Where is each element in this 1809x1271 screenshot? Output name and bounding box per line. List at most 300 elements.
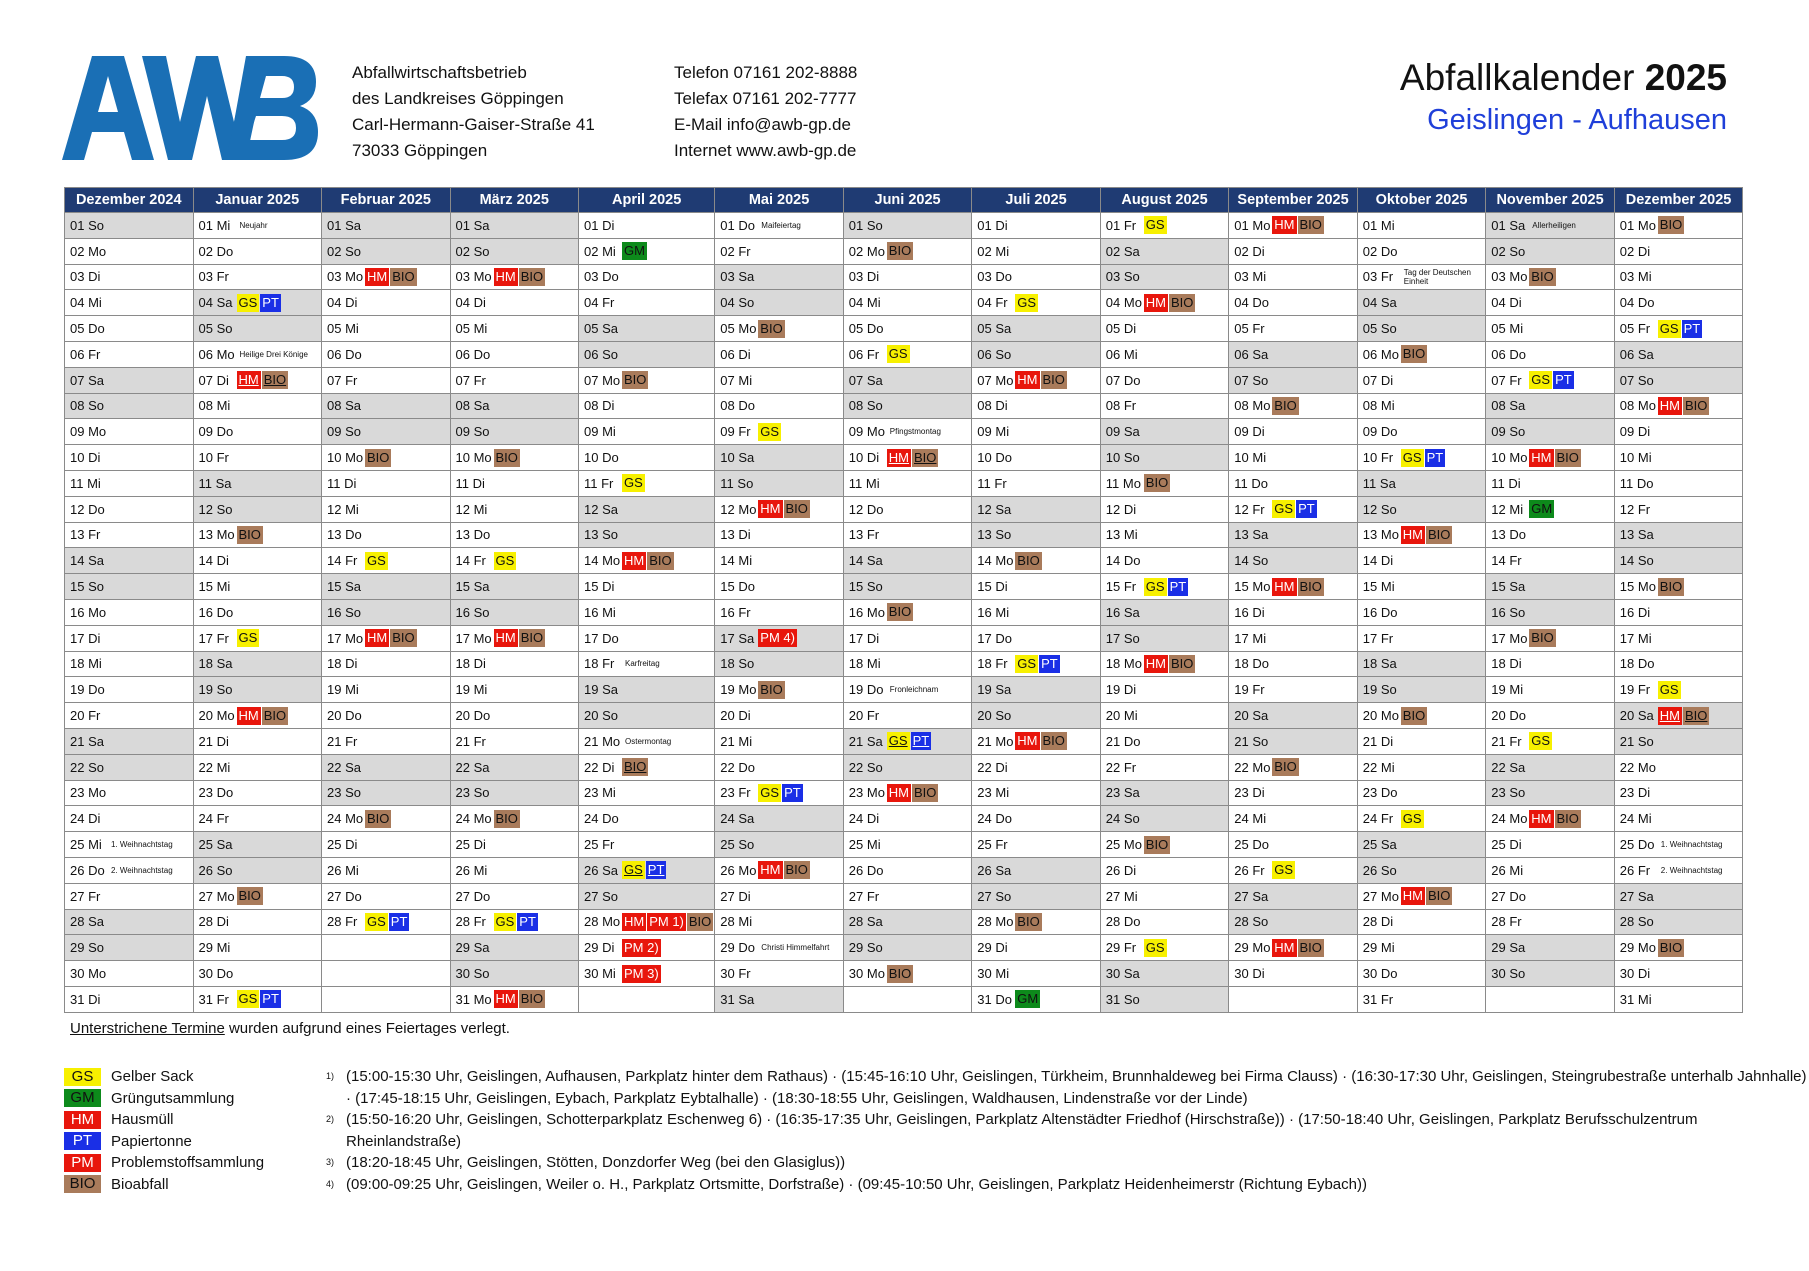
- day-cell: [193, 986, 322, 1012]
- note-text: (09:00-09:25 Uhr, Geislingen, Weiler o. H., Parkplatz Ortsmitte, Dorfstraße) · (09:45-10:50 Uhr, Geislingen, Parkplatz Heidenheimerstr (Richtung Eybach)): [346, 1175, 1367, 1193]
- day-label: 28 Sa: [848, 914, 883, 930]
- day-cell: [579, 367, 715, 393]
- day-label: 12 Fr: [1619, 501, 1651, 517]
- month-header-row: [65, 188, 1743, 213]
- holiday-note: Neujahr: [239, 220, 268, 230]
- day-label: 21 Fr: [455, 733, 486, 749]
- bio-badge: BIO: [520, 991, 544, 1007]
- day-cell: [1357, 625, 1486, 651]
- day-label: 20 Sa: [1234, 708, 1269, 724]
- day-label: 19 Di: [1105, 682, 1137, 698]
- day-cell: [1100, 986, 1229, 1012]
- day-cell: [1357, 599, 1486, 625]
- day-cell: [972, 909, 1101, 935]
- bio-badge: BIO: [1171, 655, 1194, 671]
- day-label: 26 Mi: [455, 862, 488, 878]
- day-cell: [1614, 935, 1743, 961]
- day-cell: [193, 548, 322, 574]
- pt-badge: PT: [262, 294, 279, 310]
- day-label: 07 Sa: [70, 372, 104, 388]
- day-row: [65, 677, 1743, 703]
- day-row: [65, 961, 1743, 987]
- day-label: 27 Mo: [1362, 888, 1399, 904]
- day-label: 13 So: [584, 527, 618, 543]
- day-row: [65, 754, 1743, 780]
- day-cell: [1614, 393, 1743, 419]
- day-label: 22 Sa: [455, 759, 490, 775]
- hm-badge: HM: [1402, 888, 1424, 904]
- empty-cell: [322, 935, 451, 961]
- hm-badge: HM: [367, 630, 388, 646]
- day-label: 14 Fr: [455, 553, 486, 569]
- day-cell: [972, 496, 1101, 522]
- day-label: 17 Do: [584, 630, 619, 646]
- day-cell: [1357, 445, 1486, 471]
- month-header: September 2025: [1229, 188, 1358, 213]
- day-label: 22 Mi: [198, 759, 231, 775]
- day-label: 23 Do: [1362, 785, 1398, 801]
- day-label: 13 Sa: [1234, 527, 1269, 543]
- day-cell: [322, 213, 451, 239]
- day-cell: [1486, 703, 1615, 729]
- day-cell: [322, 341, 451, 367]
- day-cell: [1229, 961, 1358, 987]
- day-cell: [579, 625, 715, 651]
- day-label: 22 Do: [720, 759, 755, 775]
- day-label: 31 Mi: [1619, 991, 1652, 1007]
- day-cell: [1357, 780, 1486, 806]
- day-row: [65, 470, 1743, 496]
- day-label: 05 So: [1362, 321, 1397, 337]
- empty-cell: [1486, 986, 1615, 1012]
- empty-cell: [1229, 986, 1358, 1012]
- day-label: 17 Di: [70, 630, 101, 646]
- day-cell: [1100, 961, 1229, 987]
- day-cell: [1357, 470, 1486, 496]
- day-cell: [972, 625, 1101, 651]
- bio-badge: BIO: [1299, 217, 1322, 233]
- day-cell: [1229, 883, 1358, 909]
- day-label: 01 Mo: [1234, 217, 1271, 233]
- day-label: 13 Sa: [1619, 527, 1654, 543]
- header: [0, 0, 1809, 180]
- day-label: 24 Mi: [1619, 811, 1652, 827]
- day-cell: [972, 341, 1101, 367]
- day-cell: [65, 264, 194, 290]
- day-cell: [322, 599, 451, 625]
- day-cell: [1486, 832, 1615, 858]
- day-label: 26 Sa: [584, 862, 618, 878]
- day-cell: [193, 754, 322, 780]
- day-label: 17 So: [1105, 630, 1140, 646]
- day-cell: [450, 677, 579, 703]
- day-cell: [579, 677, 715, 703]
- day-cell: [322, 677, 451, 703]
- day-row: [65, 832, 1743, 858]
- pm-note-line: [326, 1088, 1809, 1110]
- day-label: 21 Sa: [848, 733, 883, 749]
- day-cell: [1229, 651, 1358, 677]
- day-cell: [450, 367, 579, 393]
- day-label: 21 So: [1234, 733, 1269, 749]
- day-cell: [715, 290, 844, 316]
- hm-badge: HM: [1017, 733, 1038, 749]
- day-row: [65, 780, 1743, 806]
- day-cell: [972, 419, 1101, 445]
- day-cell: [65, 754, 194, 780]
- day-cell: [972, 754, 1101, 780]
- day-label: 28 Mo: [584, 914, 621, 930]
- day-cell: [843, 961, 972, 987]
- pt-badge: PT: [1169, 578, 1187, 594]
- day-cell: [843, 832, 972, 858]
- day-cell: [579, 393, 715, 419]
- day-cell: [1100, 419, 1229, 445]
- day-label: 14 So: [1234, 553, 1269, 569]
- day-cell: [1357, 961, 1486, 987]
- bio-badge: BIO: [649, 552, 672, 568]
- day-cell: [322, 703, 451, 729]
- day-row: [65, 625, 1743, 651]
- gs-badge: GS: [1145, 939, 1165, 955]
- day-label: 27 So: [977, 888, 1012, 904]
- day-cell: [193, 806, 322, 832]
- day-label: 18 Mi: [70, 656, 102, 672]
- pt-badge: PT: [1555, 372, 1572, 388]
- day-label: 18 So: [720, 656, 755, 672]
- day-cell: [1486, 857, 1615, 883]
- pt-badge: PT: [784, 784, 801, 800]
- day-label: 10 Mo: [1491, 450, 1528, 466]
- day-cell: [450, 651, 579, 677]
- day-cell: [579, 780, 715, 806]
- day-label: 03 Sa: [720, 269, 755, 285]
- day-label: 19 Fr: [1619, 682, 1651, 698]
- day-label: 03 So: [1105, 269, 1140, 285]
- pm-note-line: [326, 1174, 1809, 1196]
- day-label: 09 So: [327, 424, 361, 440]
- day-label: 21 Mi: [720, 733, 753, 749]
- legend-label: Papiertonne: [111, 1132, 192, 1150]
- day-cell: [1100, 522, 1229, 548]
- day-label: 03 Mi: [1619, 269, 1652, 285]
- hm-badge: HM: [1274, 217, 1295, 233]
- day-label: 22 So: [848, 759, 883, 775]
- day-label: 10 Do: [584, 450, 619, 466]
- day-cell: [715, 470, 844, 496]
- gs-badge: GS: [1659, 681, 1679, 697]
- day-cell: [972, 548, 1101, 574]
- title-year: 2025: [1644, 57, 1727, 98]
- day-label: 22 Fr: [1105, 759, 1137, 775]
- day-cell: [579, 651, 715, 677]
- day-cell: [322, 522, 451, 548]
- day-cell: [579, 754, 715, 780]
- day-label: 30 Fr: [720, 966, 751, 981]
- day-label: 02 Mi: [977, 243, 1010, 259]
- day-label: 09 Fr: [720, 424, 751, 440]
- day-label: 24 So: [1105, 811, 1140, 827]
- day-label: 25 Mo: [1105, 837, 1142, 853]
- day-label: 01 Fr: [1105, 217, 1137, 233]
- day-label: 07 Mo: [977, 372, 1014, 388]
- day-cell: [65, 806, 194, 832]
- day-cell: [65, 883, 194, 909]
- day-row: [65, 393, 1743, 419]
- day-row: [65, 213, 1743, 239]
- bio-badge: BIO: [1659, 217, 1683, 233]
- bio-badge: BIO: [392, 630, 415, 646]
- day-cell: [715, 754, 844, 780]
- day-label: 16 Mo: [848, 604, 885, 620]
- day-cell: [715, 909, 844, 935]
- day-label: 20 Do: [327, 708, 362, 724]
- day-label: 21 Fr: [1491, 733, 1522, 749]
- day-cell: [1229, 238, 1358, 264]
- day-label: 09 Do: [198, 424, 234, 440]
- day-cell: [450, 341, 579, 367]
- day-label: 24 Do: [584, 811, 619, 827]
- gs-badge: GS: [238, 294, 258, 310]
- day-label: 27 Do: [1491, 888, 1526, 904]
- day-cell: [193, 780, 322, 806]
- day-cell: [1357, 264, 1486, 290]
- day-label: 19 Mi: [327, 682, 359, 698]
- day-label: 25 Sa: [1362, 837, 1397, 853]
- day-label: 20 Mo: [198, 708, 235, 724]
- day-cell: [322, 470, 451, 496]
- day-label: 17 Mo: [455, 630, 492, 646]
- day-label: 17 Fr: [1362, 630, 1394, 646]
- day-label: 23 Di: [1234, 785, 1265, 801]
- day-cell: [1486, 522, 1615, 548]
- day-label: 05 Mo: [720, 321, 757, 337]
- day-label: 19 Mi: [1491, 682, 1524, 698]
- note-mark: 2): [326, 1114, 335, 1124]
- title-text: Abfallkalender: [1399, 57, 1645, 98]
- day-label: 13 Fr: [848, 527, 880, 543]
- day-label: 15 Sa: [455, 579, 490, 595]
- bio-badge: BIO: [263, 707, 287, 723]
- day-cell: [972, 599, 1101, 625]
- day-cell: [193, 703, 322, 729]
- day-cell: [972, 522, 1101, 548]
- day-cell: [65, 703, 194, 729]
- day-cell: [715, 986, 844, 1012]
- gs-badge: GS: [888, 346, 908, 362]
- day-cell: [1614, 780, 1743, 806]
- day-label: 17 Di: [848, 630, 880, 646]
- day-label: 30 So: [1491, 966, 1526, 981]
- day-cell: [579, 316, 715, 342]
- legend-label: Hausmüll: [111, 1111, 174, 1129]
- day-label: 17 Sa: [720, 630, 755, 646]
- day-cell: [65, 522, 194, 548]
- day-label: 13 Di: [720, 527, 751, 543]
- day-label: 24 Di: [848, 811, 880, 827]
- day-label: 14 Fr: [1491, 553, 1522, 569]
- day-cell: [1100, 548, 1229, 574]
- gs-badge: GS: [1017, 294, 1037, 310]
- day-label: 30 Mi: [977, 966, 1010, 981]
- day-cell: [450, 574, 579, 600]
- day-label: 04 Sa: [198, 295, 233, 311]
- day-label: 05 Sa: [584, 321, 618, 337]
- day-cell: [579, 728, 715, 754]
- bio-badge: BIO: [1042, 372, 1065, 388]
- day-label: 09 Sa: [1105, 424, 1140, 440]
- day-label: 28 Do: [1105, 914, 1141, 930]
- day-label: 22 Sa: [327, 759, 361, 775]
- legend-item: [64, 1152, 264, 1174]
- day-label: 12 Do: [848, 501, 884, 517]
- legend-item: [64, 1088, 264, 1110]
- day-label: 31 Di: [70, 991, 101, 1007]
- day-label: 07 Di: [198, 372, 229, 388]
- day-label: 24 Mi: [1234, 811, 1267, 827]
- day-label: 16 Mi: [977, 604, 1010, 620]
- bio-badge: BIO: [688, 913, 712, 929]
- day-label: 04 Mo: [1105, 295, 1142, 311]
- day-cell: [450, 961, 579, 987]
- day-label: 21 Fr: [327, 733, 358, 749]
- day-cell: [322, 548, 451, 574]
- day-label: 26 Do: [848, 862, 884, 878]
- moved-dates-footnote: [70, 1020, 510, 1037]
- day-label: 30 Di: [1234, 966, 1265, 981]
- empty-cell: [843, 986, 972, 1012]
- day-label: 29 Sa: [455, 940, 490, 956]
- day-cell: [715, 961, 844, 987]
- pt-badge: PT: [390, 913, 408, 929]
- pm-notes: [326, 1066, 1809, 1195]
- day-cell: [1229, 780, 1358, 806]
- day-cell: [322, 316, 451, 342]
- day-label: 21 Mo: [977, 733, 1014, 749]
- day-cell: [1614, 548, 1743, 574]
- day-label: 31 Sa: [720, 991, 755, 1007]
- day-label: 26 Sa: [977, 862, 1012, 878]
- day-cell: [450, 806, 579, 832]
- day-cell: [1486, 806, 1615, 832]
- day-cell: [1486, 470, 1615, 496]
- day-cell: [1100, 728, 1229, 754]
- day-label: 10 Mi: [1234, 450, 1267, 466]
- day-cell: [1229, 677, 1358, 703]
- day-label: 10 So: [1105, 450, 1140, 466]
- bio-badge: BIO: [1299, 578, 1322, 594]
- pm-badge: PM 1): [649, 913, 684, 929]
- day-cell: [193, 857, 322, 883]
- day-label: 09 So: [1491, 424, 1526, 440]
- day-label: 06 Mo: [1362, 346, 1399, 362]
- day-cell: [843, 599, 972, 625]
- day-label: 05 Mi: [1491, 321, 1524, 337]
- day-label: 08 So: [70, 398, 104, 414]
- day-cell: [65, 213, 194, 239]
- day-label: 07 Sa: [848, 372, 883, 388]
- day-cell: [1229, 625, 1358, 651]
- day-cell: [1486, 367, 1615, 393]
- holiday-note: Pfingstmontag: [889, 427, 941, 437]
- day-label: 09 Di: [1234, 424, 1265, 440]
- day-cell: [579, 341, 715, 367]
- day-cell: [1100, 496, 1229, 522]
- day-cell: [322, 574, 451, 600]
- day-cell: [972, 367, 1101, 393]
- day-cell: [1357, 316, 1486, 342]
- day-label: 16 So: [327, 604, 361, 620]
- note-mark: 4): [326, 1178, 335, 1189]
- pt-badge: PT: [1298, 501, 1315, 517]
- day-label: 25 Do: [1234, 837, 1269, 853]
- day-label: 20 So: [977, 708, 1012, 724]
- legend-label: Bioabfall: [111, 1175, 169, 1193]
- day-label: 26 Mi: [327, 862, 359, 878]
- day-label: 07 So: [1619, 372, 1654, 388]
- month-header: März 2025: [450, 188, 579, 213]
- day-cell: [450, 213, 579, 239]
- day-label: 29 Mo: [1234, 940, 1271, 956]
- address-line: Carl-Hermann-Gaiser-Straße 41: [352, 115, 595, 134]
- day-row: [65, 857, 1743, 883]
- gs-badge: GS: [495, 552, 515, 568]
- day-label: 04 Do: [1234, 295, 1269, 311]
- hm-badge: HM: [1659, 707, 1681, 723]
- day-label: 07 Fr: [455, 372, 486, 388]
- day-label: 14 Sa: [70, 553, 104, 569]
- day-cell: [193, 651, 322, 677]
- bio-badge: BIO: [888, 243, 912, 259]
- day-cell: [193, 496, 322, 522]
- day-cell: [843, 728, 972, 754]
- day-cell: [65, 445, 194, 471]
- legend-item: [64, 1109, 264, 1131]
- day-label: 15 Mi: [1362, 579, 1395, 595]
- day-cell: [1614, 599, 1743, 625]
- day-label: 18 Do: [1234, 656, 1269, 672]
- holiday-note: Karfreitag: [625, 659, 660, 669]
- day-label: 29 Mi: [198, 940, 231, 956]
- day-label: 04 Fr: [977, 295, 1008, 311]
- day-label: 20 Fr: [70, 708, 101, 724]
- day-label: 07 Mo: [584, 372, 621, 388]
- day-label: 24 Mo: [1491, 811, 1528, 827]
- day-row: [65, 728, 1743, 754]
- day-label: 03 Fr: [198, 269, 229, 285]
- day-label: 12 Mi: [1491, 501, 1524, 517]
- month-header: Oktober 2025: [1357, 188, 1486, 213]
- day-label: 27 Mi: [1105, 888, 1138, 904]
- day-label: 23 So: [1491, 785, 1526, 801]
- hm-badge: HM: [624, 913, 645, 929]
- bio-badge: BIO: [914, 449, 937, 465]
- day-cell: [1614, 574, 1743, 600]
- day-label: 24 Do: [977, 811, 1012, 827]
- day-cell: [1614, 522, 1743, 548]
- day-label: 01 So: [70, 217, 104, 233]
- day-cell: [1100, 832, 1229, 858]
- bio-badge: BIO: [1428, 526, 1451, 542]
- day-cell: [193, 522, 322, 548]
- day-cell: [579, 599, 715, 625]
- day-label: 06 Fr: [70, 346, 101, 362]
- gs-badge: GS: [1531, 372, 1551, 388]
- day-label: 07 Fr: [327, 372, 358, 388]
- day-cell: [972, 290, 1101, 316]
- day-cell: [843, 574, 972, 600]
- day-cell: [1357, 496, 1486, 522]
